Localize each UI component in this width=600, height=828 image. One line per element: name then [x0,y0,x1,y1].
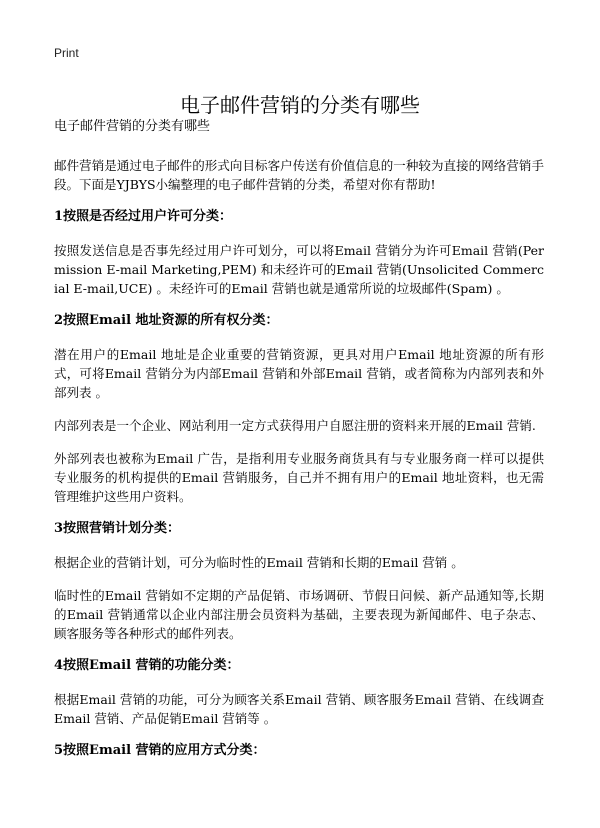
section-heading: 1按照是否经过用户许可分类： [54,209,233,224]
section-paragraph: 外部列表也被称为Email 广告，是指利用专业服务商货具有与专业服务商一样可以提供专业服务的机构提供的Email 营销服务，自己并不拥有用户的Email 地址资料，也无需管理维护这些用户资料。 [54,451,544,504]
section-paragraph: 潜在用户的Email 地址是企业重要的营销资源，更具对用户Email 地址资源的所有形式，可将Email 营销分为内部Email 营销和外部Email 营销，或者简称为内部列表和外部列表 。 [54,347,544,400]
document-subtitle: 电子邮件营销的分类有哪些 [54,119,211,134]
section-heading: 3按照营销计划分类： [54,521,181,536]
section-paragraph: 内部列表是一个企业、网站利用一定方式获得用户自愿注册的资料来开展的Email 营销. [54,418,536,433]
section-paragraph: 临时性的Email 营销如不定期的产品促销、市场调研、节假日问候、新产品通知等,长期的Email 营销通常以企业内部注册会员资料为基础，主要表现为新闻邮件、电子杂志、顾客服务等各种形式的邮件列表。 [54,588,544,641]
section-paragraph: 按照发送信息是否事先经过用户许可划分，可以将Email 营销分为许可Email 营销(Permission E-mail Marketing,PEM) 和未经许可的Email 营销(Unsolicited Commercial E-mail,UCE) 。未经许可的Email 营销也就是通常所说的垃圾邮件(Spam) 。 [54,243,544,296]
page-title: 电子邮件营销的分类有哪些 [180,93,420,118]
document-body [54,118,544,775]
section-heading: 5按照Email 营销的应用方式分类： [54,743,266,758]
section-paragraph: 根据Email 营销的功能，可分为顾客关系Email 营销、顾客服务Email 营销、在线调查Email 营销、产品促销Email 营销等 。 [54,692,544,726]
intro-paragraph: 邮件营销是通过电子邮件的形式向目标客户传送有价值信息的一种较为直接的网络营销手段。下面是YJBYS小编整理的电子邮件营销的分类，希望对你有帮助! [54,158,544,192]
section-paragraph: 根据企业的营销计划，可分为临时性的Email 营销和长期的Email 营销 。 [54,555,464,570]
section-heading: 4按照Email 营销的功能分类： [54,658,240,673]
section-heading: 2按照Email 地址资源的所有权分类： [54,313,279,328]
print-label: Print [54,46,79,60]
